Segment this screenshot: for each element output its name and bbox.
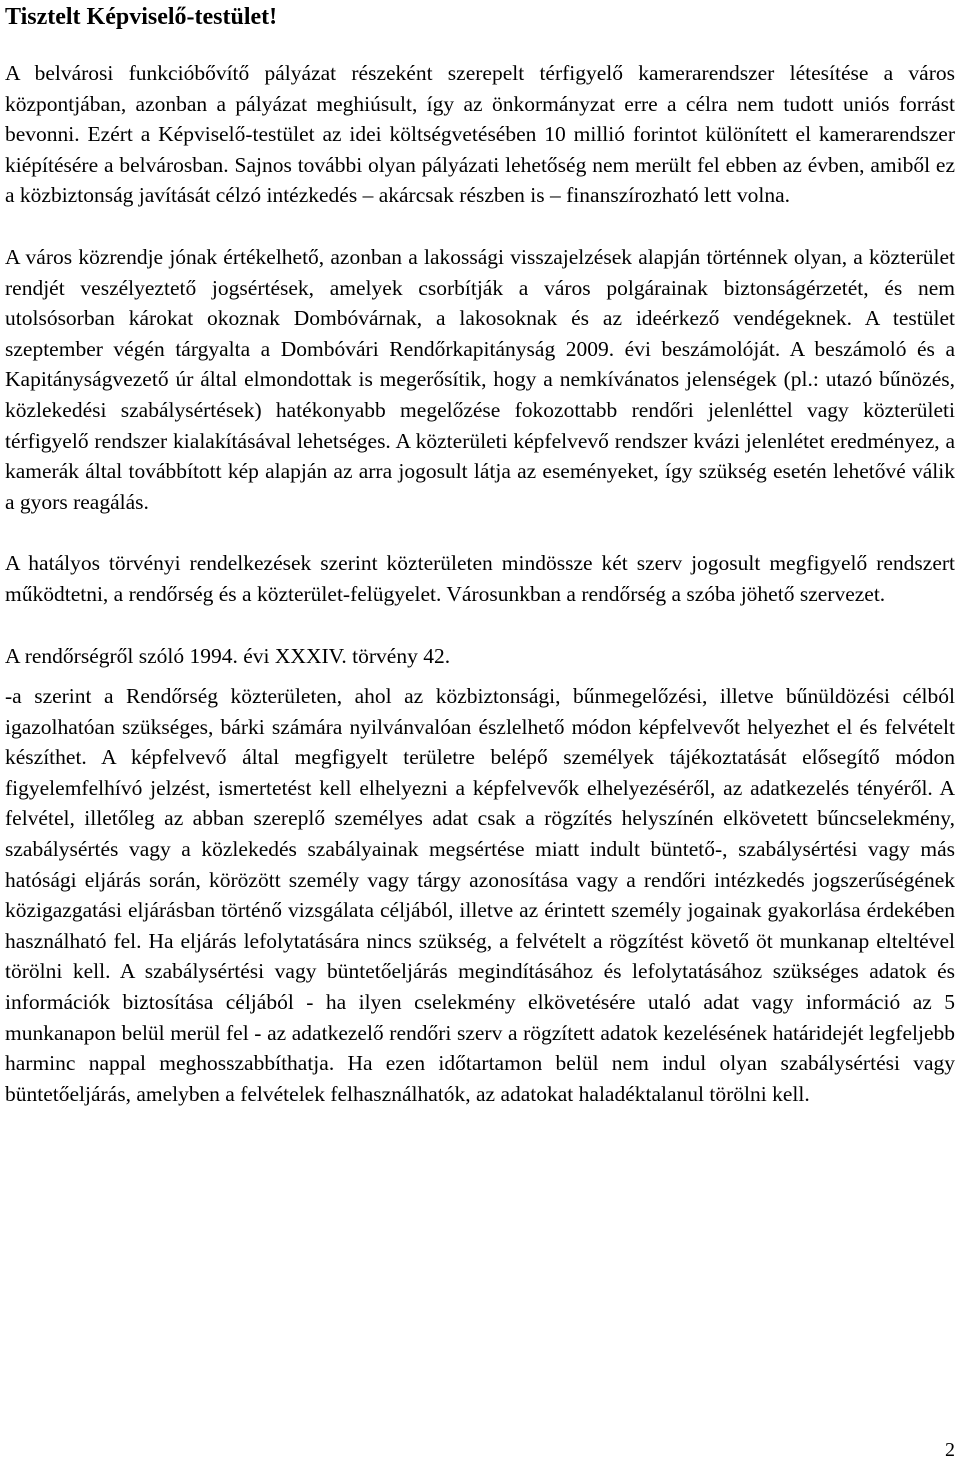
- paragraph-camera-project: A belvárosi funkcióbővítő pályázat részeként szerepelt térfigyelő kamerarendszer létesítése a város központjában, azonban a pályázat meghiúsult, így az önkormányzat erre a célra nem tudott uniós forrást bevonni. Ezért a Képviselő-testület az idei költségvetésében 10 millió forintot különített el kamerarendszer kiépítésére a belvárosban. Sajnos további olyan pályázati lehetőség nem merült fel ebben az évben, amiből ez a közbiztonság javítását célzó intézkedés – akárcsak részben is – finanszírozható lett volna.: [5, 61, 955, 208]
- document-heading: Tisztelt Képviselő-testület!: [5, 4, 278, 30]
- paragraph-police-act-details: -a szerint a Rendőrség közterületen, ahol az közbiztonsági, bűnmegelőzési, illetve bűnüldözési célból igazolhatóan szükséges, bárki számára nyilvánvalóan észlelhető módon képfelvevőt helyezhet el és felvételt készíthet. A képfelvevő által megfigyelt területre belépő személyek tájékoztatását elősegítő módon figyelemfelhívó jelzést, ismertetést kell elhelyezni a képfelvevők elhelyezéséről, az adatkezelés tényéről. A felvétel, illetőleg az abban szereplő személyes adat csak a rögzítés helyszínén elkövetett bűncselekmény, szabálysértés vagy a közlekedés szabályainak megsértése miatt indult büntető-, szabálysértési vagy más hatósági eljárás során, körözött személy vagy tárgy azonosítása vagy a rendőri intézkedés jogszerűségének közigazgatási eljárásban történő vizsgálata céljából, illetve az érintett személy jogainak gyakorlása érdekében használható fel. Ha eljárás lefolytatására nincs szükség, a felvételt a rögzítést követő öt munkanap elteltével törölni kell. A szabálysértési vagy büntetőeljárás megindításához és lefolytatásához szükséges adatok és információk biztosítása céljából - ha ilyen cselekmény elkövetésére utaló adat vagy információ az 5 munkanapon belül merül fel - az adatkezelő rendőri szerv a rögzített adatok kezelésének határidejét legfeljebb harminc nappal meghosszabbíthatja. Ha ezen időtartamon belül nem indul olyan szabálysértési vagy büntetőeljárás, amelyben a felvételek felhasználhatók, az adatokat haladéktalanul törölni kell.: [5, 684, 955, 1106]
- paragraph-police-act-reference: A rendőrségről szóló 1994. évi XXXIV. törvény 42.: [5, 643, 451, 668]
- paragraph-legal-provisions: A hatályos törvényi rendelkezések szerint közterületen mindössze két szerv jogosult megfigyelő rendszert működtetni, a rendőrség és a közterület-felügyelet. Városunkban a rendőrség a szóba jöhető szervezet.: [5, 551, 955, 606]
- page-number: 2: [945, 1439, 955, 1461]
- paragraph-public-order: A város közrendje jónak értékelhető, azonban a lakossági visszajelzések alapján történnek olyan, a közterület rendjét veszélyeztető jogsértések, amelyek csorbítják a város polgárainak biztonságérzetét, és nem utolsósorban károkat okoznak Dombóvárnak, a lakosoknak és az ideérkező vendégeknek. A testület szeptember végén tárgyalta a Dombóvári Rendőrkapitányság 2009. évi beszámolóját. A beszámoló és a Kapitányságvezető úr által elmondottak is megerősítik, hogy a nemkívánatos jelenségek (pl.: utazó bűnözés, közlekedési szabálysértések) hatékonyabb megelőzése fokozottabb rendőri jelenléttel vagy közterületi térfigyelő rendszer kialakításával lehetséges. A közterületi képfelvevő rendszer kvázi jelenlétet eredményez, a kamerák által továbbított kép alapján az arra jogosult látja az eseményeket, így szükség esetén lehetővé válik a gyors reagálás.: [5, 244, 955, 514]
- document-page: [5, 0, 955, 1109]
